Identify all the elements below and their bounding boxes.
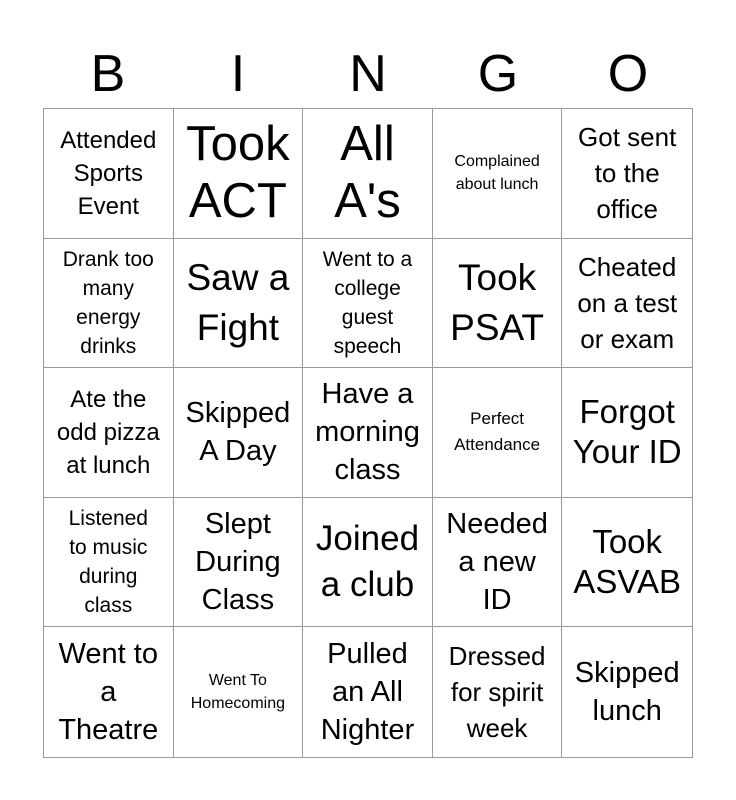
bingo-cell-text: Took ASVAB: [573, 523, 681, 601]
bingo-cell[interactable]: [562, 239, 692, 369]
bingo-cell[interactable]: [303, 498, 433, 628]
bingo-cell-text: Pulled an All Nighter: [320, 638, 415, 747]
bingo-cell[interactable]: [174, 239, 304, 369]
bingo-cell[interactable]: [562, 498, 692, 628]
bingo-cell[interactable]: [433, 627, 563, 757]
bingo-cell[interactable]: [174, 109, 304, 239]
header-letter-i: I: [230, 45, 246, 103]
bingo-cell-text: Complained about lunch: [454, 153, 540, 194]
bingo-cell[interactable]: [303, 368, 433, 498]
bingo-cell-text: Needed a new ID: [446, 508, 548, 617]
bingo-cell-text: Forgot Your ID: [572, 393, 682, 471]
bingo-cell-text: All A's: [334, 117, 401, 229]
bingo-cell-text: Slept During Class: [195, 508, 281, 617]
bingo-card-grid: [43, 108, 693, 758]
bingo-cell-text: Have a morning class: [315, 378, 420, 487]
bingo-cell[interactable]: [433, 239, 563, 369]
bingo-cell-text: Skipped A Day: [185, 397, 291, 468]
bingo-cell[interactable]: [433, 498, 563, 628]
bingo-cell[interactable]: [174, 498, 304, 628]
bingo-cell-text: Joined a club: [315, 519, 420, 605]
bingo-cell-text: Cheated on a test or exam: [577, 251, 678, 354]
bingo-cell-text: Skipped lunch: [574, 657, 680, 728]
header-letter-b: B: [90, 45, 126, 103]
bingo-cell[interactable]: [44, 239, 174, 369]
header-letter-g: G: [477, 45, 519, 103]
bingo-cell-text: Got sent to the office: [578, 122, 677, 225]
bingo-cell-text: Listened to music during class: [68, 507, 148, 618]
bingo-cell-text: Attended Sports Event: [60, 126, 157, 220]
bingo-cell[interactable]: [44, 498, 174, 628]
bingo-cell[interactable]: [174, 627, 304, 757]
bingo-cell-text: Took PSAT: [450, 256, 545, 348]
bingo-cell-text: Went to a Theatre: [58, 638, 159, 747]
header-letter-n: N: [349, 45, 387, 103]
bingo-cell-text: Perfect Attendance: [454, 409, 541, 455]
bingo-cell[interactable]: [44, 109, 174, 239]
bingo-cell-text: Went To Homecoming: [190, 672, 286, 713]
bingo-cell-text: Dressed for spirit week: [448, 641, 546, 744]
bingo-cell[interactable]: [562, 627, 692, 757]
bingo-cell-text: Drank too many energy drinks: [62, 247, 154, 358]
bingo-cell[interactable]: [433, 109, 563, 239]
bingo-cell[interactable]: [44, 368, 174, 498]
bingo-cell[interactable]: [303, 627, 433, 757]
bingo-cell-text: Ate the odd pizza at lunch: [56, 385, 160, 479]
bingo-cell[interactable]: [303, 239, 433, 369]
bingo-cell-text: Took ACT: [186, 117, 290, 229]
bingo-cell[interactable]: [44, 627, 174, 757]
bingo-cell[interactable]: [562, 368, 692, 498]
bingo-cell[interactable]: [433, 368, 563, 498]
bingo-cell[interactable]: [174, 368, 304, 498]
bingo-cell[interactable]: [562, 109, 692, 239]
bingo-header: [43, 40, 693, 108]
bingo-cell-text: Saw a Fight: [186, 256, 290, 348]
header-letter-o: O: [607, 45, 649, 103]
bingo-cell[interactable]: [303, 109, 433, 239]
bingo-cell-text: Went to a college guest speech: [322, 247, 413, 358]
